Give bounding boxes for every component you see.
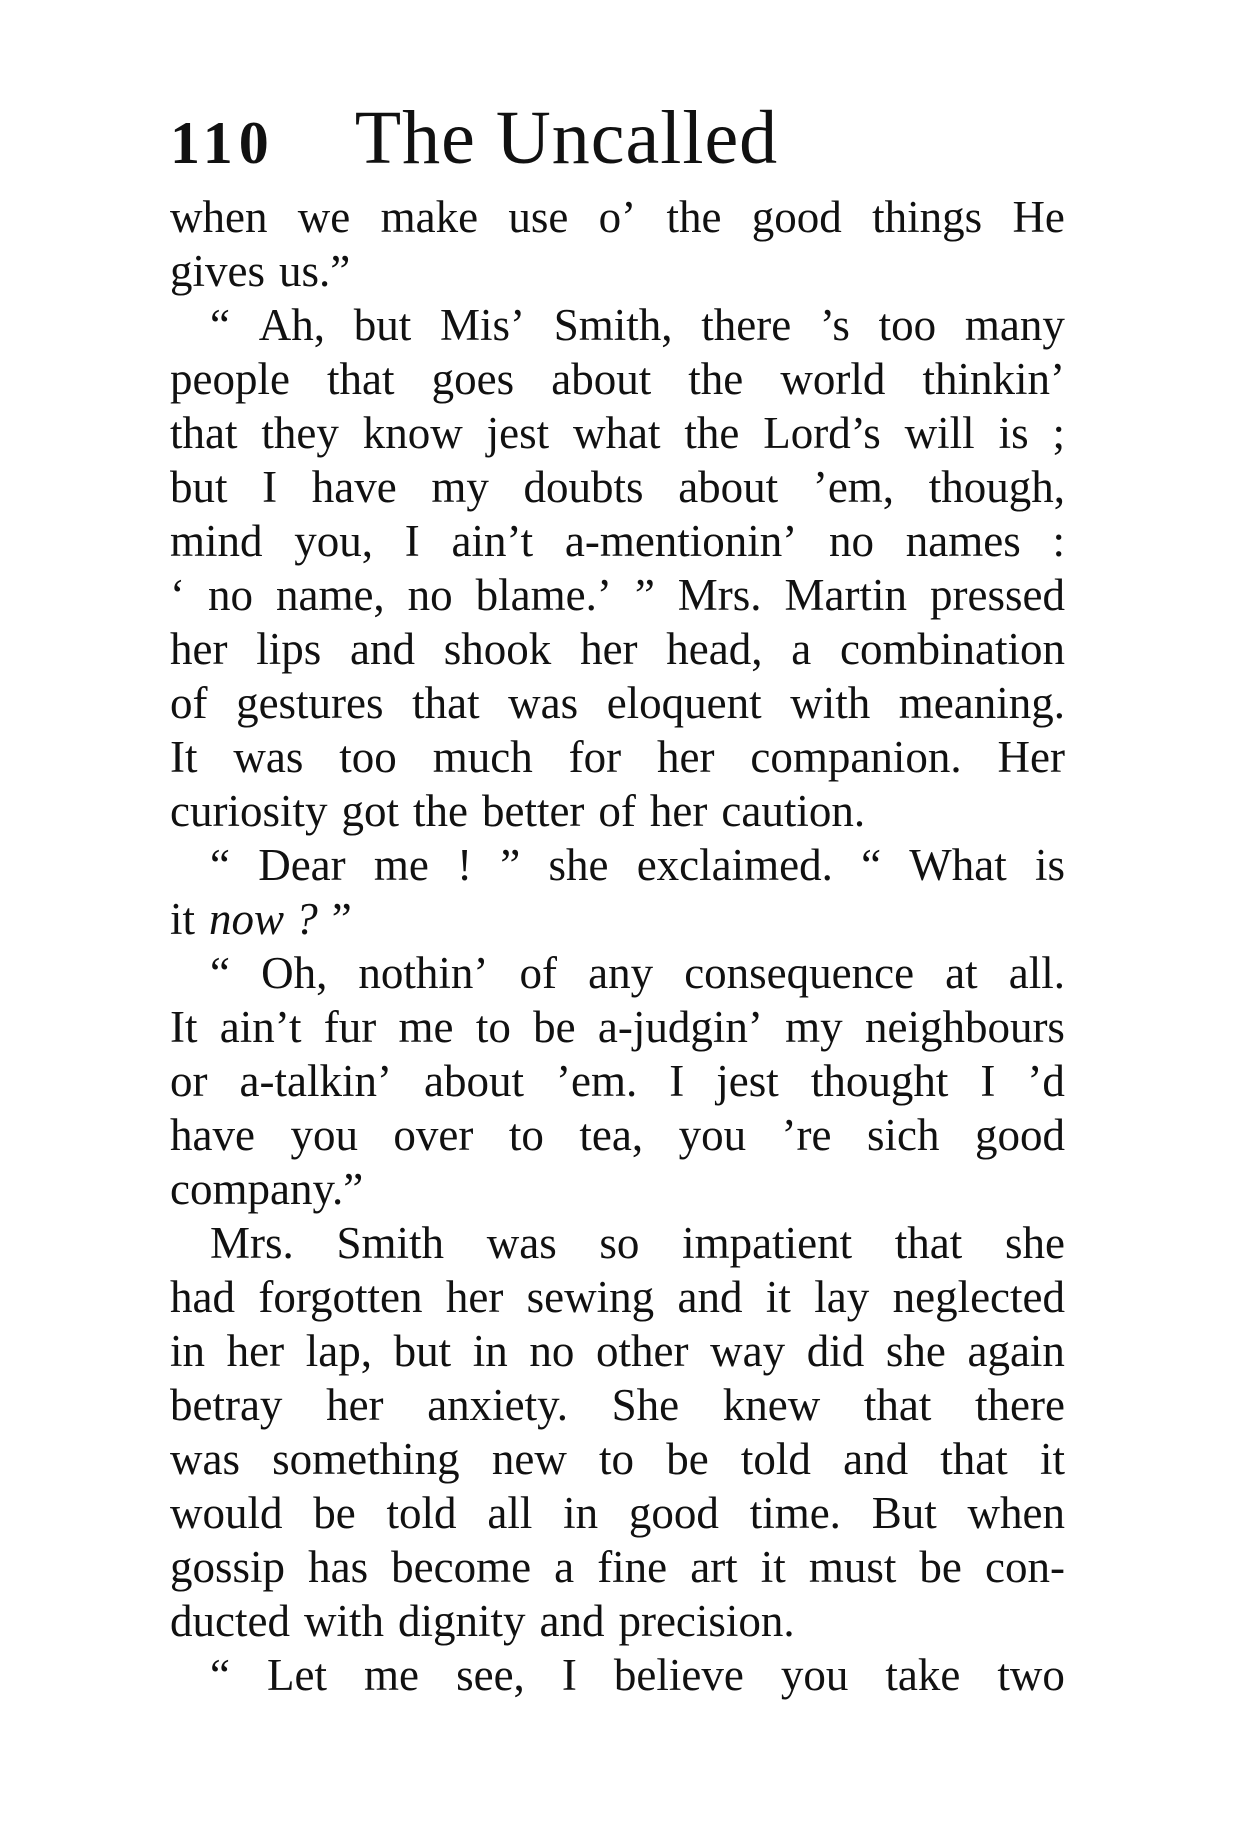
word: Dear: [258, 840, 346, 890]
word: fur: [323, 1002, 377, 1052]
word: will: [904, 408, 975, 458]
word: you,: [294, 516, 373, 566]
text-line: [170, 1324, 1065, 1378]
word: a: [554, 1542, 575, 1592]
word: about: [678, 462, 779, 512]
word: become: [391, 1542, 532, 1592]
word: with: [790, 678, 871, 728]
word: jest: [486, 408, 550, 458]
word: what: [573, 408, 661, 458]
word: companion.: [750, 732, 962, 782]
word: about: [551, 354, 652, 404]
word: must: [808, 1542, 897, 1592]
word: was: [508, 678, 579, 728]
word: is: [998, 408, 1029, 458]
word: there: [701, 300, 792, 350]
word: me: [398, 1002, 454, 1052]
word: be: [533, 1002, 576, 1052]
word: the: [688, 354, 744, 404]
word: new: [491, 1434, 567, 1484]
word: gives: [170, 246, 265, 296]
word: told: [740, 1434, 811, 1484]
text-line: [170, 514, 1065, 568]
text-line: [170, 460, 1065, 514]
text-line: [170, 946, 1065, 1000]
word: shook: [443, 624, 552, 674]
word: names: [905, 516, 1021, 566]
word: Mis’: [439, 300, 525, 350]
word: people: [170, 354, 290, 404]
word: I: [561, 1650, 577, 1700]
word: thinkin’: [922, 354, 1065, 404]
text-line: [170, 838, 1065, 892]
word: too: [878, 300, 937, 350]
word: use: [508, 192, 569, 242]
word: I: [404, 516, 420, 566]
word: or: [170, 1056, 208, 1106]
word: it: [1039, 1434, 1065, 1484]
word: her: [226, 1326, 285, 1376]
word: the: [413, 786, 468, 836]
word: for: [568, 732, 622, 782]
text-line: [170, 298, 1065, 352]
text-line: [170, 244, 1065, 298]
word: no: [407, 570, 453, 620]
word: and: [350, 624, 416, 674]
word: was: [233, 732, 304, 782]
word: about: [424, 1056, 524, 1106]
text-line: [170, 406, 1065, 460]
word: ’d: [1027, 1056, 1065, 1106]
word: she: [548, 840, 609, 890]
word: you: [780, 1650, 849, 1700]
word: Mrs.: [210, 1218, 294, 1268]
text-line: [170, 1432, 1065, 1486]
word: Smith,: [553, 300, 673, 350]
page-number: 110: [170, 110, 275, 176]
word: her: [580, 624, 638, 674]
word: my: [785, 1002, 843, 1052]
word: it: [170, 894, 196, 944]
word: and: [677, 1272, 743, 1322]
page-header: [170, 95, 778, 185]
text-line: [170, 1378, 1065, 1432]
word: lap,: [305, 1326, 372, 1376]
word: when: [967, 1488, 1065, 1538]
word: combination: [840, 624, 1065, 674]
word: she: [885, 1326, 946, 1376]
word: but: [170, 462, 228, 512]
word: good: [751, 192, 842, 242]
word: be: [313, 1488, 356, 1538]
word: ’s: [819, 300, 850, 350]
text-line: [170, 1486, 1065, 1540]
word: Her: [997, 732, 1065, 782]
word: Martin: [784, 570, 908, 620]
body-text: [170, 190, 1065, 1702]
word: impatient: [682, 1218, 853, 1268]
word: take: [885, 1650, 961, 1700]
word: “: [861, 840, 882, 890]
word: but: [353, 300, 412, 350]
word: have: [170, 1110, 255, 1160]
word: us.”: [279, 246, 351, 296]
word: that: [412, 678, 480, 728]
word: consequence: [684, 948, 915, 998]
word: eloquent: [606, 678, 762, 728]
word: Let: [267, 1650, 327, 1700]
word: ‘: [170, 570, 185, 620]
word: was: [486, 1218, 557, 1268]
word: betray: [170, 1380, 283, 1430]
word: over: [393, 1110, 474, 1160]
word: way: [710, 1326, 786, 1376]
word: and: [843, 1434, 909, 1484]
word-italic: now ?: [209, 894, 318, 944]
word: she: [1004, 1218, 1065, 1268]
word: jest: [716, 1056, 779, 1106]
word: She: [611, 1380, 680, 1430]
word: gossip: [170, 1542, 286, 1592]
word: that: [170, 408, 238, 458]
text-line: [170, 1270, 1065, 1324]
word: What: [909, 840, 1007, 890]
word: thought: [810, 1056, 949, 1106]
word: told: [386, 1488, 457, 1538]
text-line: [170, 1108, 1065, 1162]
word: her: [326, 1380, 384, 1430]
word: her: [170, 624, 228, 674]
word: good: [974, 1110, 1065, 1160]
word: “: [210, 300, 230, 350]
word: !: [457, 840, 473, 890]
word: that: [894, 1218, 963, 1268]
word: Smith: [336, 1218, 445, 1268]
word: I: [980, 1056, 996, 1106]
word: company.”: [170, 1164, 364, 1214]
text-line: [170, 352, 1065, 406]
word: much: [432, 732, 533, 782]
word: good: [628, 1488, 719, 1538]
word: mind: [170, 516, 263, 566]
word: forgotten: [258, 1272, 423, 1322]
word: I: [669, 1056, 685, 1106]
word: It: [170, 732, 198, 782]
word: ducted: [170, 1596, 290, 1646]
word: a-judgin’: [597, 1002, 763, 1052]
word: things: [872, 192, 983, 242]
word: lay: [814, 1272, 870, 1322]
text-line: [170, 568, 1065, 622]
word: Oh,: [261, 948, 328, 998]
word: in: [472, 1326, 508, 1376]
word: the: [666, 192, 722, 242]
word: at: [945, 948, 978, 998]
word: you: [290, 1110, 358, 1160]
word: ”: [634, 570, 655, 620]
word: that: [327, 354, 395, 404]
word: doubts: [523, 462, 644, 512]
text-line: [170, 1054, 1065, 1108]
text-line: [170, 622, 1065, 676]
text-line: [170, 1162, 1065, 1216]
word: ”: [500, 840, 521, 890]
word: believe: [613, 1650, 744, 1700]
word: ’em.: [556, 1056, 638, 1106]
word: art: [690, 1542, 738, 1592]
word: that: [940, 1434, 1008, 1484]
word: we: [297, 192, 351, 242]
word: they: [261, 408, 339, 458]
text-line: [170, 1540, 1065, 1594]
word: have: [311, 462, 397, 512]
word: ;: [1052, 408, 1065, 458]
word: ’em,: [812, 462, 895, 512]
word: did: [806, 1326, 865, 1376]
word: better: [481, 786, 585, 836]
word: goes: [431, 354, 515, 404]
word: a-mentionin’: [564, 516, 798, 566]
text-line: [170, 730, 1065, 784]
word: He: [1012, 192, 1065, 242]
word: got: [341, 786, 399, 836]
word: it: [765, 1272, 791, 1322]
word: though,: [928, 462, 1065, 512]
word: o’: [598, 192, 637, 242]
word: there: [975, 1380, 1065, 1430]
word: all: [487, 1488, 533, 1538]
word: but: [393, 1326, 452, 1376]
word: gestures: [236, 678, 384, 728]
word: me: [364, 1650, 420, 1700]
word: neglected: [892, 1272, 1065, 1322]
word: a-talkin’: [239, 1056, 392, 1106]
word: anxiety.: [427, 1380, 568, 1430]
word: you: [678, 1110, 747, 1160]
text-line: [170, 892, 1065, 946]
word: would: [170, 1488, 283, 1538]
word: tea,: [579, 1110, 644, 1160]
word: had: [170, 1272, 235, 1322]
word: “: [210, 840, 230, 890]
word: when: [170, 192, 268, 242]
word: “: [210, 1650, 230, 1700]
word: of: [519, 948, 558, 998]
word: nothin’: [358, 948, 489, 998]
word: a: [791, 624, 812, 674]
word: ain’t: [451, 516, 534, 566]
word: that: [863, 1380, 932, 1430]
word: Lord’s: [763, 408, 881, 458]
word: with: [303, 1596, 384, 1646]
word: no: [529, 1326, 575, 1376]
text-line: [170, 1216, 1065, 1270]
word: to: [508, 1110, 544, 1160]
text-line: [170, 676, 1065, 730]
word: no: [207, 570, 253, 620]
word: world: [780, 354, 886, 404]
word: make: [380, 192, 479, 242]
word: caution.: [721, 786, 866, 836]
word: sich: [866, 1110, 940, 1160]
text-line: [170, 1594, 1065, 1648]
word: be: [919, 1542, 962, 1592]
word: name,: [275, 570, 385, 620]
word: her: [445, 1272, 504, 1322]
word: of: [170, 678, 208, 728]
text-line: [170, 190, 1065, 244]
word: many: [964, 300, 1065, 350]
word: two: [997, 1650, 1065, 1700]
word: curiosity: [170, 786, 328, 836]
word: fine: [597, 1542, 668, 1592]
word: any: [588, 948, 654, 998]
word: too: [339, 732, 397, 782]
word: con-: [984, 1542, 1065, 1592]
word: the: [684, 408, 740, 458]
word: exclaimed.: [636, 840, 833, 890]
word: knew: [722, 1380, 821, 1430]
word: :: [1052, 516, 1065, 566]
word: pressed: [930, 570, 1065, 620]
word: and: [539, 1596, 605, 1646]
word: no: [829, 516, 875, 566]
word: see,: [456, 1650, 525, 1700]
word: is: [1034, 840, 1065, 890]
word: ain’t: [219, 1002, 302, 1052]
word: in: [170, 1326, 206, 1376]
text-line: [170, 1648, 1065, 1702]
word: has: [308, 1542, 369, 1592]
word: to: [599, 1434, 635, 1484]
word: know: [362, 408, 463, 458]
word: ’re: [781, 1110, 832, 1160]
word: other: [596, 1326, 689, 1376]
word: neighbours: [864, 1002, 1065, 1052]
word: it: [760, 1542, 786, 1592]
word: to: [475, 1002, 511, 1052]
word: meaning.: [898, 678, 1065, 728]
word: something: [272, 1434, 460, 1484]
running-title: The Uncalled: [354, 96, 779, 180]
word: her: [657, 732, 715, 782]
word: was: [170, 1434, 240, 1484]
text-line: [170, 784, 1065, 838]
word: head,: [666, 624, 763, 674]
word: precision.: [618, 1596, 795, 1646]
word: lips: [256, 624, 322, 674]
word: my: [431, 462, 489, 512]
word: blame.’: [475, 570, 612, 620]
word: dignity: [397, 1596, 526, 1646]
word: “: [210, 948, 230, 998]
word: again: [967, 1326, 1065, 1376]
word: Ah,: [258, 300, 325, 350]
word: me: [373, 840, 429, 890]
word: It: [170, 1002, 198, 1052]
word: sewing: [526, 1272, 655, 1322]
word: But: [871, 1488, 937, 1538]
text-line: [170, 1000, 1065, 1054]
word: Mrs.: [677, 570, 762, 620]
word: I: [262, 462, 278, 512]
word: of: [598, 786, 636, 836]
word: time.: [749, 1488, 841, 1538]
word: her: [649, 786, 708, 836]
word: ”: [331, 894, 352, 944]
word: all.: [1008, 948, 1065, 998]
word: in: [563, 1488, 599, 1538]
word: be: [666, 1434, 709, 1484]
word: so: [599, 1218, 640, 1268]
